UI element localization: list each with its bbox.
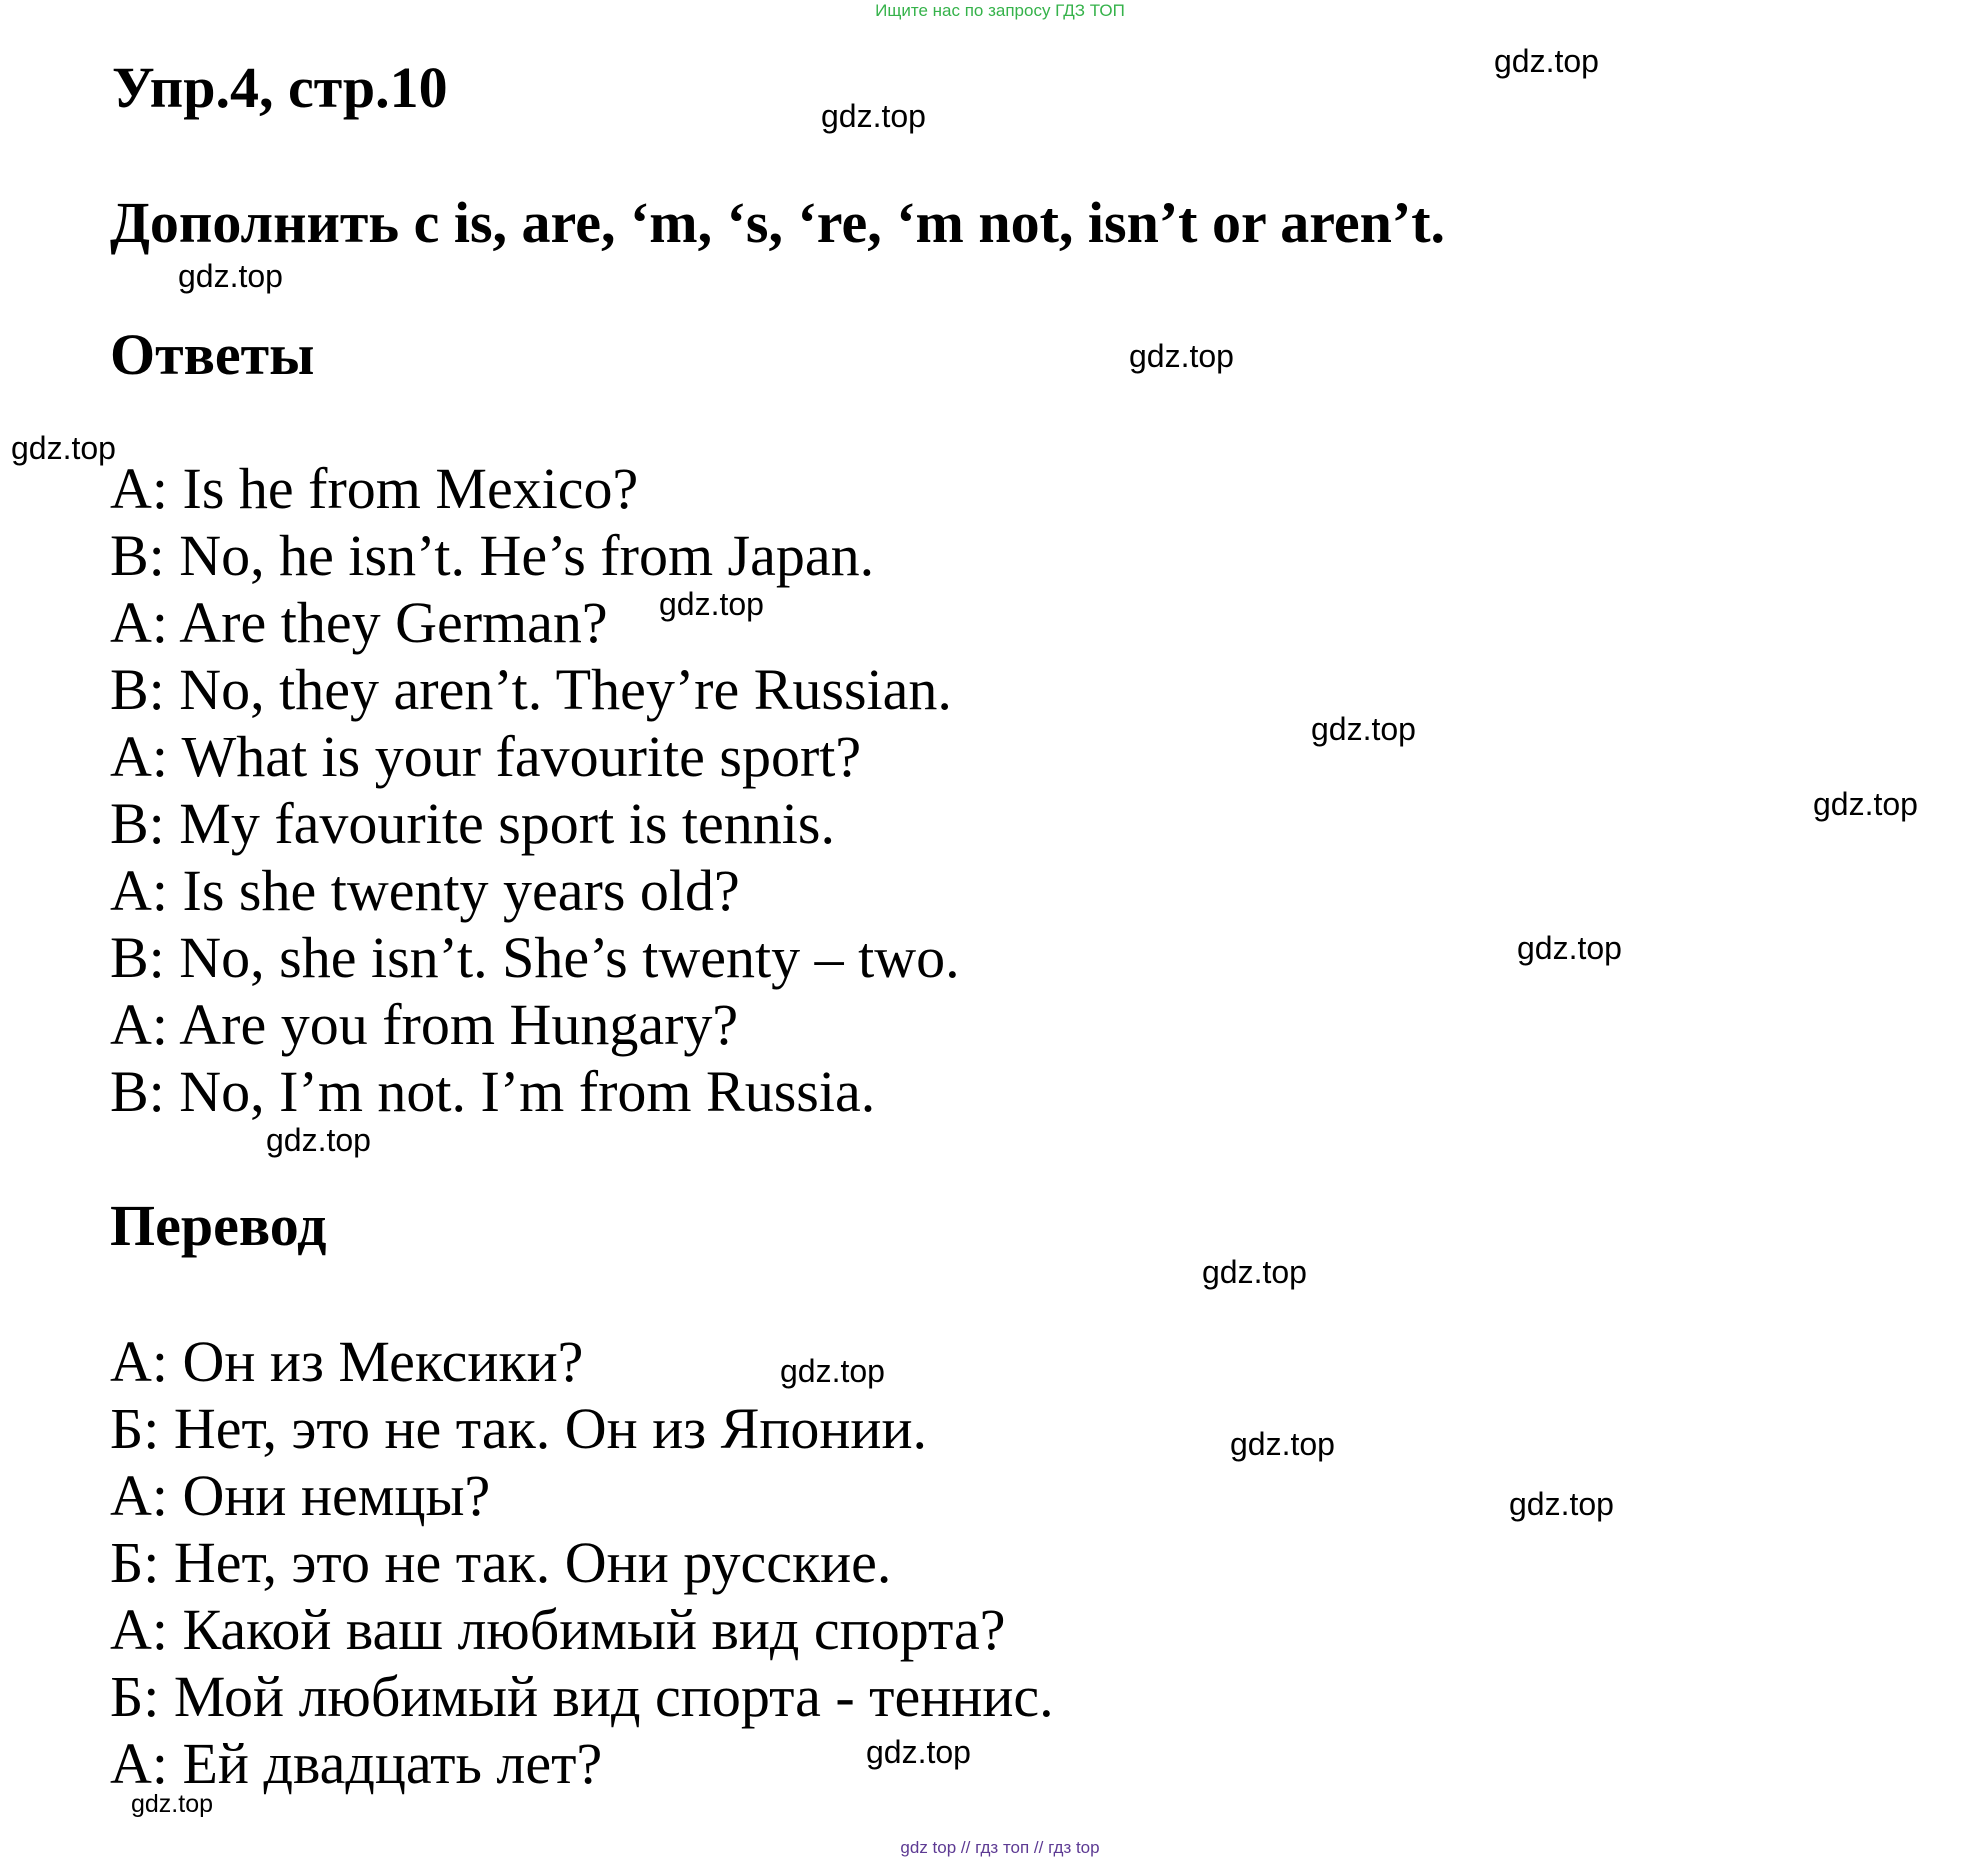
watermark: gdz.top [266,1122,371,1158]
translation-dialog [110,1328,1054,1797]
dialog-line: B: No, he isn’t. He’s from Japan. [110,523,875,588]
watermark: gdz.top [1311,711,1416,747]
translation-line: А: Какой ваш любимый вид спорта? [110,1597,1006,1662]
watermark: gdz.top [131,1790,214,1818]
watermark: gdz.top [1509,1486,1614,1522]
dialog-line: B: No, they aren’t. They’re Russian. [110,657,952,722]
translation-heading: Перевод [110,1193,327,1258]
watermark: gdz.top [659,586,764,622]
watermark: gdz.top [1202,1254,1307,1290]
translation-line: Б: Нет, это не так. Он из Японии. [110,1396,927,1461]
watermark: gdz.top [821,98,926,134]
dialog-line: A: Is he from Mexico? [110,456,639,521]
dialog-line: B: No, she isn’t. She’s twenty – two. [110,925,960,990]
footer-credits: gdz top // гдз топ // гдз top [900,1838,1100,1857]
translation-line: А: Они немцы? [110,1463,491,1528]
watermark: gdz.top [780,1353,885,1389]
watermark: gdz.top [1129,338,1234,374]
top-search-banner: Ищите нас по запросу ГДЗ ТОП [875,1,1125,20]
watermark: gdz.top [1230,1426,1335,1462]
translation-line: А: Он из Мексики? [110,1329,584,1394]
answers-dialog [110,455,960,1125]
watermark: gdz.top [866,1734,971,1770]
translation-line: А: Ей двадцать лет? [110,1731,603,1796]
exercise-title: Упр.4, стр.10 [112,55,448,120]
dialog-line: A: Is she twenty years old? [110,858,740,923]
task-instruction: Дополнить с is, are, ‘m, ‘s, ‘re, ‘m not, isn’t or aren’t. [110,190,1446,255]
watermark: gdz.top [1517,930,1622,966]
dialog-line: B: No, I’m not. I’m from Russia. [110,1059,876,1124]
translation-line: Б: Мой любимый вид спорта - теннис. [110,1664,1054,1729]
dialog-line: B: My favourite sport is tennis. [110,791,835,856]
answers-heading: Ответы [110,322,315,387]
dialog-line: A: What is your favourite sport? [110,724,862,789]
watermark: gdz.top [1813,786,1918,822]
watermark: gdz.top [1494,43,1599,79]
watermark: gdz.top [11,430,116,466]
translation-line: Б: Нет, это не так. Они русские. [110,1530,892,1595]
watermark: gdz.top [178,258,283,294]
dialog-line: A: Are you from Hungary? [110,992,739,1057]
dialog-line: A: Are they German? [110,590,608,655]
